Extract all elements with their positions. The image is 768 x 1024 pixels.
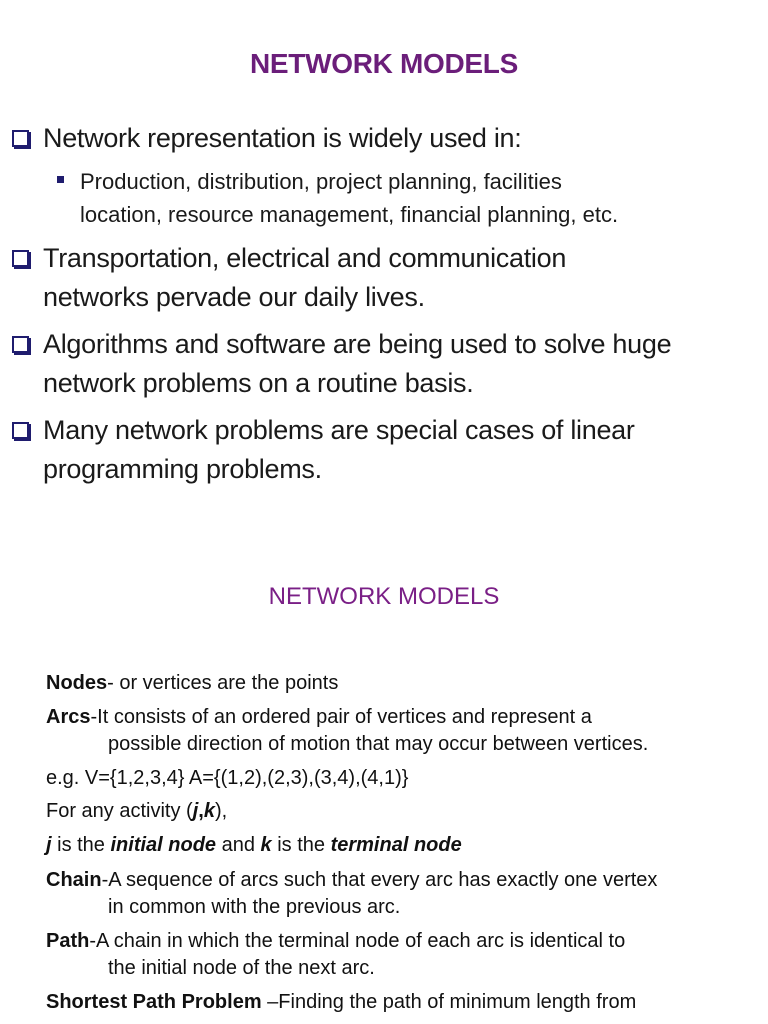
terminal-node-term: terminal node — [330, 834, 462, 856]
bullet-text-line2: networks pervade our daily lives. — [43, 282, 425, 312]
definition-text: -It consists of an ordered pair of vertices and represent a — [90, 706, 592, 728]
definition-arcs — [46, 704, 761, 758]
initial-terminal-line — [46, 832, 761, 859]
term-nodes: Nodes — [46, 672, 108, 694]
checkbox-bullet-icon — [12, 422, 29, 439]
bullet-text-line2: programming problems. — [43, 454, 322, 484]
definition-text: - or vertices are the points — [107, 672, 339, 694]
text-is-the: is the — [271, 834, 331, 856]
sub-bullet-text-line2: location, resource management, financial planning, etc. — [80, 202, 619, 227]
definition-path — [46, 928, 761, 982]
bullet-item — [10, 411, 765, 489]
activity-prefix: For any activity ( — [46, 800, 193, 822]
activity-comma: , — [198, 800, 204, 822]
definition-text: -A chain in which the terminal node of each arc is identical to — [89, 930, 626, 952]
activity-k: k — [203, 800, 215, 822]
definition-shortest-path — [46, 989, 761, 1016]
definition-text-continued: in common with the previous arc. — [108, 896, 401, 918]
definition-chain — [46, 867, 761, 921]
definition-text-continued: the initial node of the next arc. — [108, 957, 375, 979]
term-path: Path — [46, 930, 90, 952]
slide1-title: NETWORK MODELS — [249, 48, 518, 79]
bullet-item — [10, 325, 765, 403]
text-is-the: is the — [51, 834, 111, 856]
bullet-text-line1: Many network problems are special cases of linear — [43, 415, 635, 445]
definition-text-continued: possible direction of motion that may occur between vertices. — [108, 733, 649, 755]
definition-text: -A sequence of arcs such that every arc has exactly one vertex — [101, 869, 658, 891]
activity-j: j — [192, 800, 199, 822]
slide2-title: NETWORK MODELS — [268, 583, 500, 610]
definition-nodes — [46, 670, 761, 697]
example-text: e.g. V={1,2,3,4} A={(1,2),(2,3),(3,4),(4,1)} — [46, 767, 409, 789]
k-symbol: k — [260, 834, 272, 856]
term-chain: Chain — [46, 869, 102, 891]
sub-bullet-item — [56, 165, 756, 231]
bullet-text-line2: network problems on a routine basis. — [43, 368, 474, 398]
term-arcs: Arcs — [46, 706, 91, 728]
bullet-text: Network representation is widely used in: — [43, 123, 522, 153]
activity-suffix: ), — [214, 800, 228, 822]
term-shortest-path-problem: Shortest Path Problem — [46, 991, 262, 1013]
initial-node-term: initial node — [110, 834, 217, 856]
text-and: and — [216, 834, 261, 856]
bullet-item — [10, 239, 765, 317]
j-symbol: j — [46, 834, 52, 856]
sub-bullet-text-line1: Production, distribution, project planning, facilities — [80, 169, 562, 194]
square-bullet-icon — [57, 176, 64, 183]
checkbox-bullet-icon — [12, 130, 29, 147]
checkbox-bullet-icon — [12, 250, 29, 267]
definition-text: –Finding the path of minimum length from — [261, 991, 637, 1013]
bullet-text-line1: Algorithms and software are being used to solve huge — [43, 329, 672, 359]
activity-line — [46, 798, 761, 825]
example-line — [46, 765, 761, 792]
checkbox-bullet-icon — [12, 336, 29, 353]
bullet-item — [10, 119, 765, 158]
bullet-text-line1: Transportation, electrical and communication — [43, 243, 567, 273]
